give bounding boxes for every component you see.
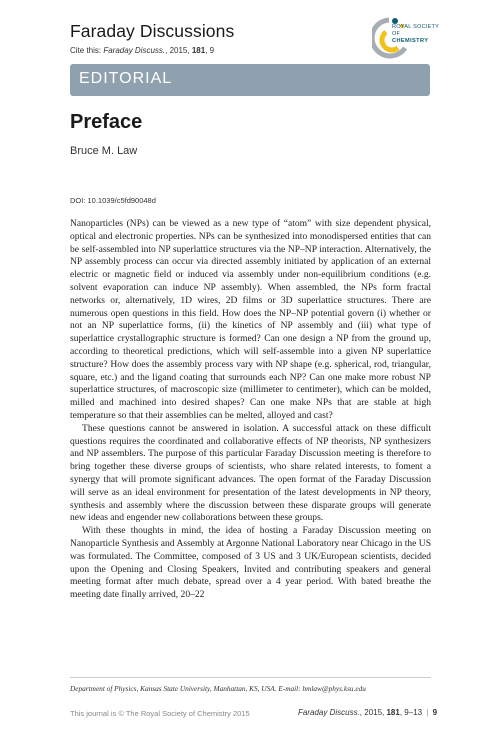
footer-citation: [298, 708, 437, 717]
doi-link[interactable]: DOI: 10.1039/c5fd90048d: [70, 196, 156, 205]
cite-label: Cite this:: [70, 46, 104, 55]
rsc-logo-text: [392, 24, 439, 45]
author-affiliation: Department of Physics, Kansas State University, Manhattan, KS, USA. E-mail: bmlaw@phys.ksu.edu: [70, 684, 366, 693]
author-name: Bruce M. Law: [70, 145, 138, 157]
article-body: [70, 218, 431, 602]
paragraph-1: Nanoparticles (NPs) can be viewed as a new type of “atom” with size dependent physical, optical and electronic properties. NPs can be synthesized into monodispersed entities that can be self-assembled into NP superlattice structures via the NP–NP interaction. Alternatively, the NP assembly process can occur via directed assembly initiated by application of an external electric or magnetic field or induced via assembly under non-equilibrium conditions (e.g. solvent evaporation can induce NP assembly). When assembled, the NPs form fractal networks or, alternatively, 1D wires, 2D films or 3D superlattice structures. There are numerous open questions in this field. How does the NP–NP potential govern (i) whether or not an NP superlattice forms, (ii) the kinetics of NP assembly and (iii) what type of superlattice crystallographic structure is formed? Can one design a NP from the ground up, according to theoretical predictions, which will self-assemble into a given NP superlattice structure? How does the assembly process vary with NP shape (e.g. spherical, rod, triangular, square, etc.) and the ligand coating that surrounds each NP? Can one make more robust NP superlattice structures, of macroscopic size (millimeter to centimeter), which can be molded, milled and machined into desired shapes? Can one make NPs that are stable at high temperature so that their assemblies can be melted, alloyed and cast?: [70, 218, 431, 421]
journal-title: Faraday Discussions: [70, 21, 235, 41]
citation-line: [70, 46, 214, 55]
cite-journal: Faraday Discuss.: [103, 46, 166, 55]
banner-label: EDITORIAL: [79, 70, 173, 87]
footer-journal: Faraday Discuss.: [298, 708, 360, 717]
page-number: 9: [432, 708, 438, 717]
article-title: Preface: [70, 111, 143, 133]
copyright-notice: This journal is © The Royal Society of Chemistry 2015: [70, 709, 250, 718]
cite-volume: 181: [191, 46, 206, 55]
footer-separator: |: [426, 708, 429, 717]
logo-line-2: OF: [392, 31, 401, 37]
cite-page: , 9: [205, 46, 215, 55]
paragraph-3: With these thoughts in mind, the idea of hosting a Faraday Discussion meeting on Nanoparticle Synthesis and Assembly at Argonne National Laboratory near Chicago in the US was formulated. The Committee, composed of 3 US and 3 UK/European scientists, decided upon the Opening and Closing Speakers, Invited and contributing speakers and general meeting format after much debate, spread over a 4 year period. With bated breathe the meeting date finally arrived, 20–22: [70, 525, 431, 601]
footer-pages: , 9–13: [399, 708, 423, 717]
cite-year: , 2015,: [165, 46, 192, 55]
footnote-divider: [70, 677, 431, 678]
paragraph-2: These questions cannot be answered in isolation. A successful attack on these difficult questions requires the coordinated and collaborative effects of NP theorists, NP synthesizers and NP assemblers. The purpose of this particular Faraday Discussion meeting is therefore to bring together these diverse groups of scientists, who share related interests, to foment a synergy that will promote significant advances. The open format of the Faraday Discussion will serve as an ideal environment for presentation of the latest developments in NP theory, synthesis and assembly where the discussion between these disparate groups will generate new ideas and engender new collaborations between these groups.: [70, 422, 431, 524]
footer-volume: 181: [386, 708, 400, 717]
footer-year: , 2015,: [359, 708, 387, 717]
logo-line-3: CHEMISTRY: [392, 38, 429, 44]
logo-line-1: ROYAL SOCIETY: [392, 24, 440, 30]
editorial-banner: [70, 64, 430, 96]
